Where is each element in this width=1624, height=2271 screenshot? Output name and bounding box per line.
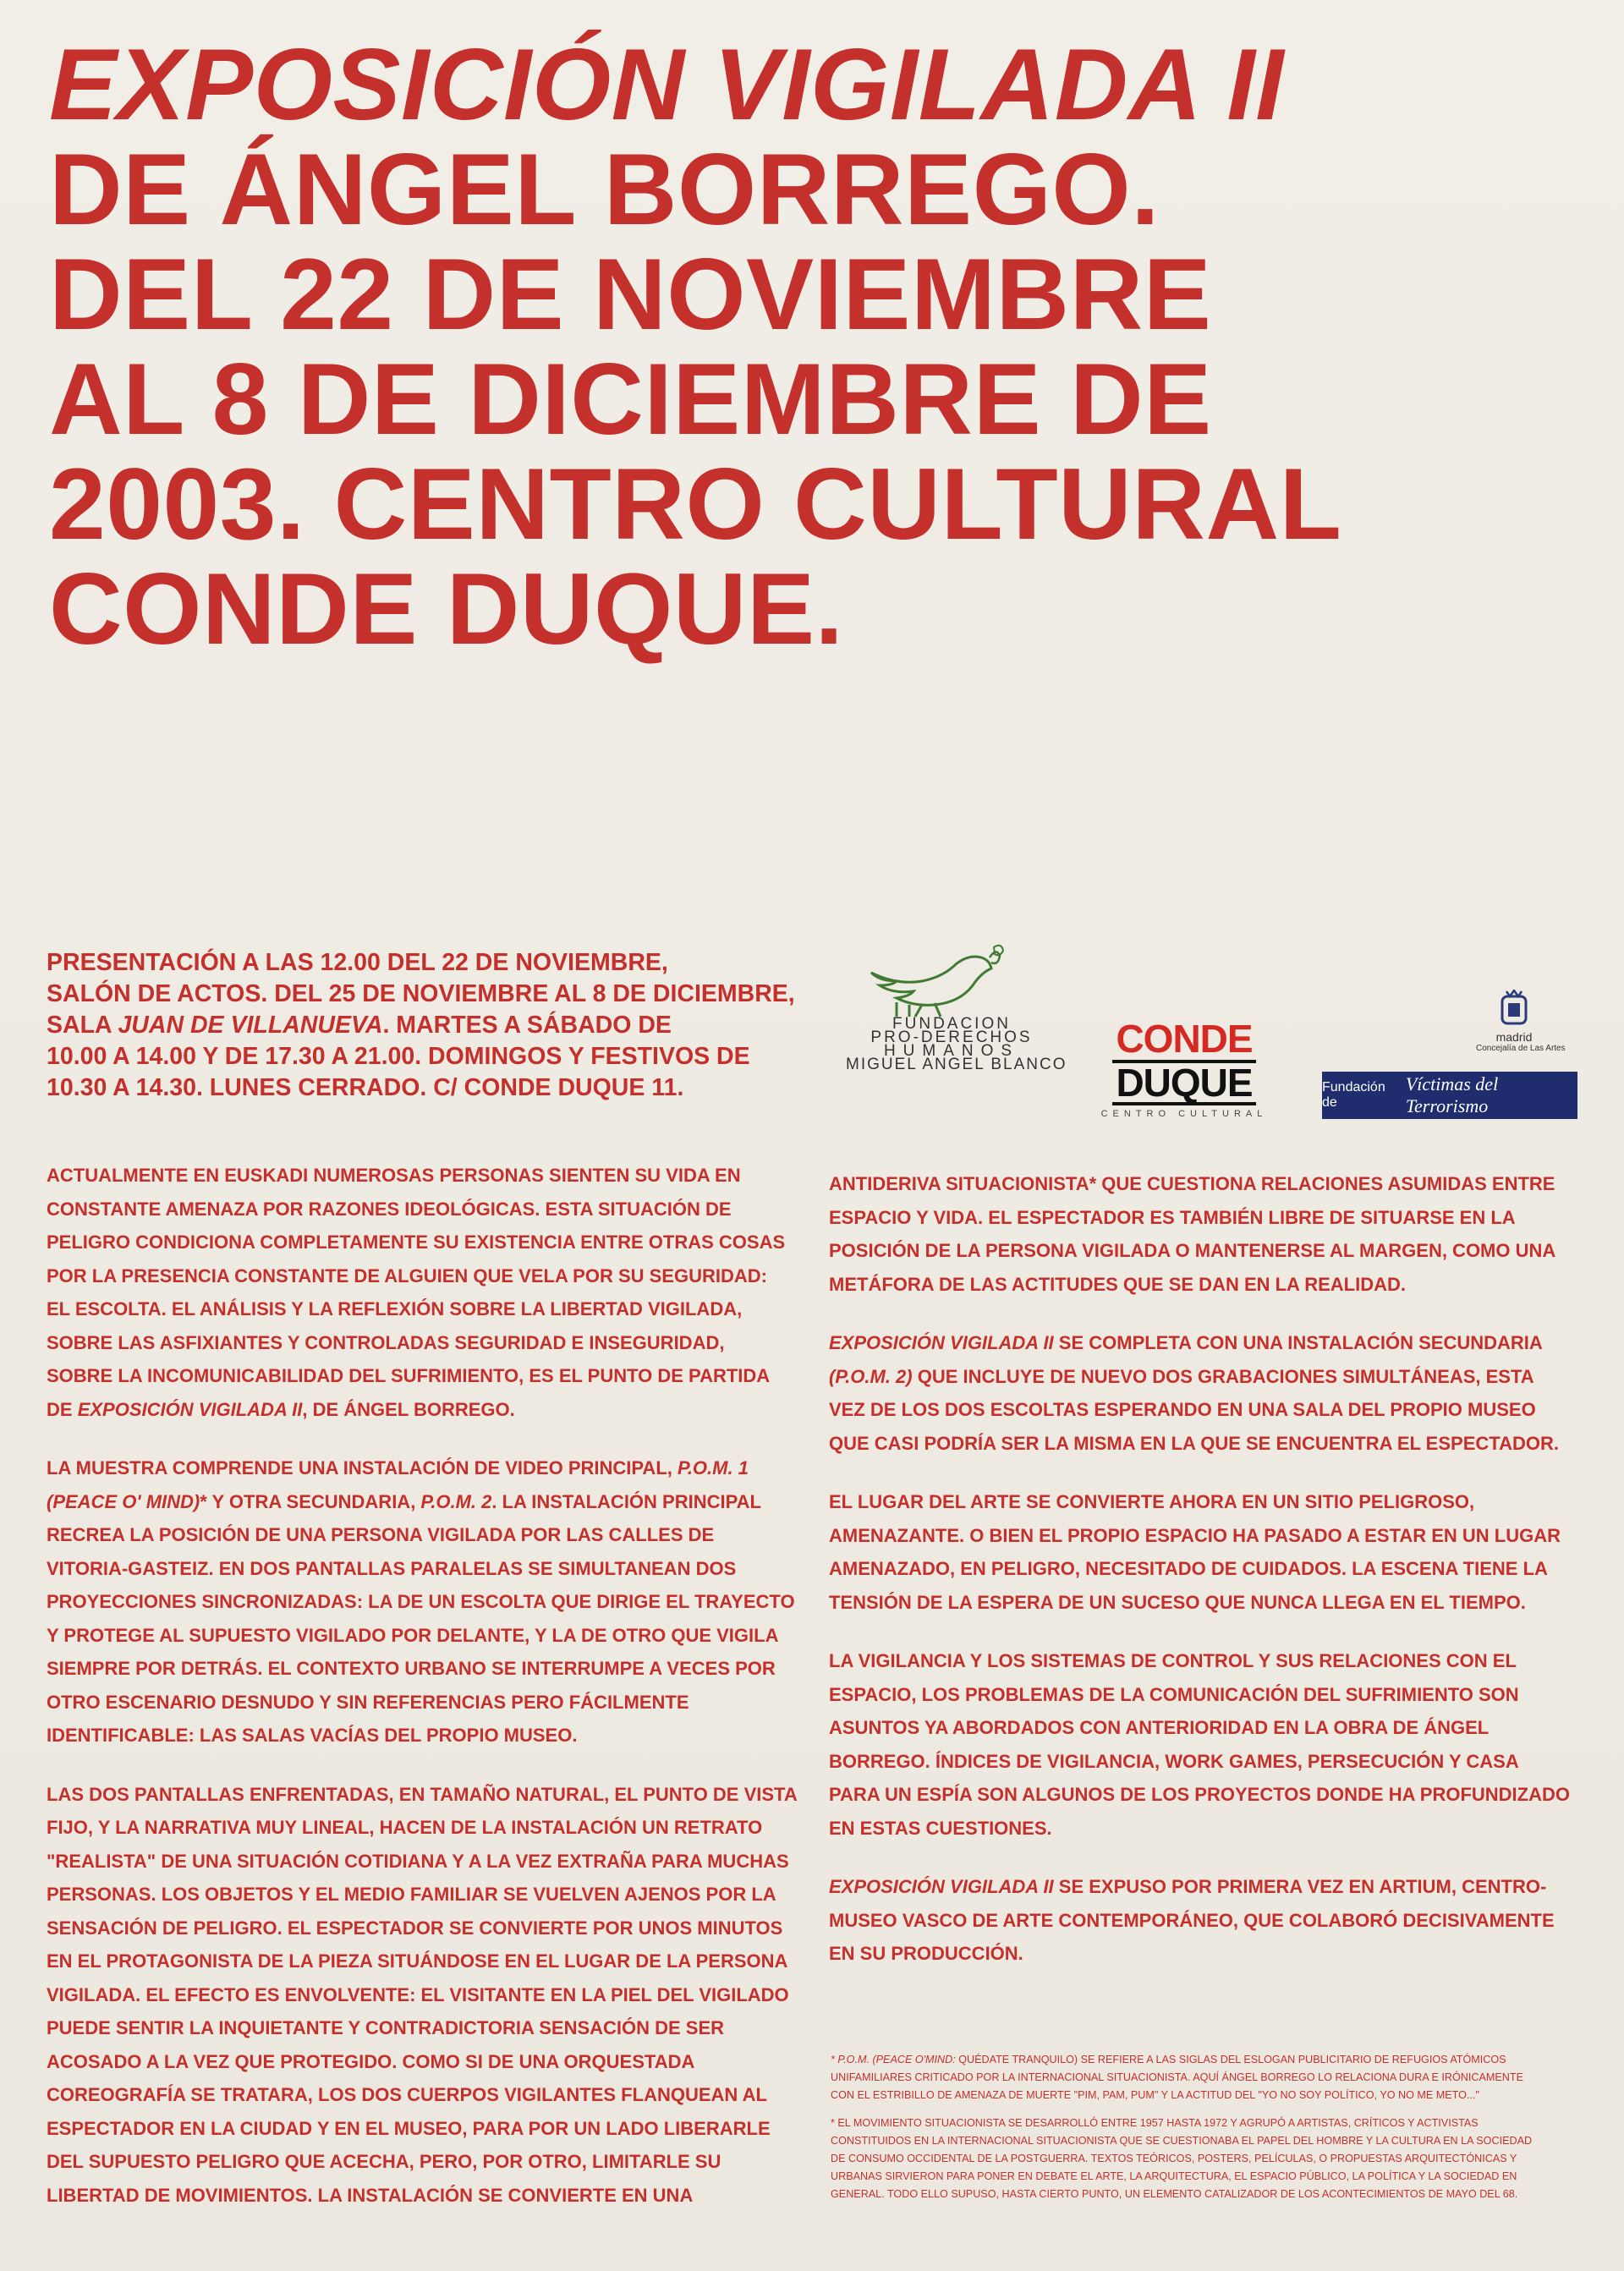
paragraph bbox=[829, 1167, 1573, 1301]
title-line-6: CONDE DUQUE. bbox=[49, 552, 844, 666]
paragraph bbox=[47, 1451, 795, 1753]
text-fragment: LA MUESTRA COMPRENDE UNA INSTALACIÓN DE VIDEO PRINCIPAL, bbox=[47, 1457, 678, 1478]
text-line: ACOSADO A LA VEZ QUE PROTEGIDO. COMO SI DE UNA ORQUESTADA bbox=[47, 2050, 695, 2072]
text-line: SENSACIÓN DE PELIGRO. EL ESPECTADOR SE CONVIERTE POR UNOS MINUTOS bbox=[47, 1917, 783, 1939]
text-line: ACTUALMENTE EN EUSKADI NUMEROSAS PERSONAS SIENTEN SU VIDA EN bbox=[47, 1165, 741, 1186]
footnote-line: * EL MOVIMIENTO SITUACIONISTA SE DESARROLLÓ ENTRE 1957 HASTA 1972 Y AGRUPÓ A ARTISTAS, CRÍTICOS Y ACTIVISTAS bbox=[831, 2117, 1479, 2129]
schedule-line: PRESENTACIÓN A LAS 12.00 DEL 22 DE NOVIEMBRE, bbox=[47, 949, 668, 976]
text-line: MUSEO VASCO DE ARTE CONTEMPORÁNEO, QUE COLABORÓ DECISIVAMENTE bbox=[829, 1909, 1555, 1931]
schedule-line: 10.30 A 14.30. LUNES CERRADO. C/ CONDE DUQUE 11. bbox=[47, 1074, 684, 1101]
text-line: DEL SUPUESTO PELIGRO QUE ACECHA, PERO, POR OTRO, LIMITARLE SU bbox=[47, 2151, 721, 2172]
text-line: TENSIÓN DE LA ESPERA DE UN SUCESO QUE NUNCA LLEGA EN EL TIEMPO. bbox=[829, 1591, 1526, 1613]
schedule-line bbox=[47, 1010, 808, 1041]
coat-of-arms-icon bbox=[1500, 990, 1528, 1027]
footnote-line: CON EL ESTRIBILLO DE AMENAZA DE MUERTE "PIM, PAM, PUM" Y LA ACTITUD DEL "YO NO SOY POLÍTICO, YO NO ME METO..." bbox=[831, 2089, 1479, 2101]
text-line: EL ESCOLTA. EL ANÁLISIS Y LA REFLEXIÓN SOBRE LA LIBERTAD VIGILADA, bbox=[47, 1298, 743, 1319]
text-line: POR LA PRESENCIA CONSTANTE DE ALGUIEN QUE VELA POR SU SEGURIDAD: bbox=[47, 1264, 767, 1286]
text-line: PARA UN ESPÍA SON ALGUNOS DE LOS PROYECTOS DONDE HA PROFUNDIZADO bbox=[829, 1784, 1570, 1805]
text-line: PUEDE SENTIR LA INQUIETANTE Y CONTRADICTORIA SENSACIÓN DE SER bbox=[47, 2017, 725, 2038]
text-line: SOBRE LAS ASFIXIANTES Y CONTROLADAS SEGURIDAD E INSEGURIDAD, bbox=[47, 1331, 725, 1353]
footnote-line: URBANAS SIRVIERON PARA PONER EN DEBATE EL ARTE, LA ARQUITECTURA, EL ESPACIO PÚBLICO, LA POLÍTICA Y LA SOCIEDAD EN bbox=[831, 2170, 1517, 2182]
title-line-1: EXPOSICIÓN VIGILADA II bbox=[49, 28, 1285, 141]
text-line bbox=[829, 1326, 1573, 1360]
footnote-term: * P.O.M. (PEACE O'MIND: bbox=[831, 2054, 959, 2065]
text-line: COREOGRAFÍA SE TRATARA, LOS DOS CUERPOS VIGILANTES FLANQUEAN AL bbox=[47, 2084, 767, 2105]
schedule-text: . MARTES A SÁBADO DE bbox=[382, 1012, 672, 1039]
fundacion-line: PRO-DERECHOS bbox=[870, 1029, 1033, 1046]
text-line: BORREGO. ÍNDICES DE VIGILANCIA, WORK GAMES, PERSECUCIÓN Y CASA bbox=[829, 1750, 1519, 1772]
paragraph bbox=[829, 1485, 1573, 1619]
madrid-sublabel: Concejalía de Las Artes bbox=[1476, 1044, 1566, 1053]
conde-duque-word-2: DUQUE bbox=[1112, 1060, 1255, 1105]
text-line bbox=[47, 1393, 791, 1427]
conde-duque-logo bbox=[1100, 1019, 1269, 1119]
body-column-right bbox=[829, 1167, 1573, 1971]
text-line: RECREA LA POSICIÓN DE UNA PERSONA VIGILADA POR LAS CALLES DE bbox=[47, 1524, 715, 1545]
work-title: EXPOSICIÓN VIGILADA II bbox=[77, 1398, 303, 1420]
text-line: AMENAZADO, EN PELIGRO, NECESITADO DE CUIDADOS. LA ESCENA TIENE LA bbox=[829, 1558, 1548, 1579]
text-fragment: SE COMPLETA CON UNA INSTALACIÓN SECUNDARIA bbox=[1053, 1332, 1543, 1353]
fundacion-line: FUNDACION bbox=[892, 1015, 1011, 1033]
work-title: EXPOSICIÓN VIGILADA II bbox=[829, 1876, 1054, 1897]
footnote bbox=[831, 2051, 1583, 2104]
text-line bbox=[829, 1360, 1573, 1394]
text-line: OTRO ESCENARIO DESNUDO Y SIN REFERENCIAS PERO FÁCILMENTE bbox=[47, 1691, 689, 1713]
text-line: VITORIA-GASTEIZ. EN DOS PANTALLAS PARALELAS SE SIMULTANEAN DOS bbox=[47, 1557, 737, 1579]
text-line: VIGILADA. EL EFECTO ES ENVOLVENTE: EL VISITANTE EN LA PIEL DEL VIGILADO bbox=[47, 1983, 789, 2005]
text-line: Y PROTEGE AL SUPUESTO VIGILADO POR DELANTE, Y LA DE OTRO QUE VIGILA bbox=[47, 1624, 779, 1646]
text-fragment: DE bbox=[47, 1398, 78, 1420]
footnote-line bbox=[831, 2051, 1583, 2069]
text-line: ASUNTOS YA ABORDADOS CON ANTERIORIDAD EN LA OBRA DE ÁNGEL bbox=[829, 1717, 1490, 1738]
paragraph bbox=[829, 1326, 1573, 1460]
text-line: PROYECCIONES SINCRONIZADAS: LA DE UN ESCOLTA QUE DIRIGE EL TRAYECTO bbox=[47, 1591, 795, 1612]
body-column-left bbox=[47, 1159, 798, 2212]
text-line: POSICIÓN DE LA PERSONA VIGILADA O MANTENERSE AL MARGEN, COMO UNA bbox=[829, 1240, 1556, 1261]
text-line: ESPACIO Y VIDA. EL ESPECTADOR ES TAMBIÉN LIBRE DE SITUARSE EN LA bbox=[829, 1206, 1516, 1228]
schedule-text: SALA bbox=[47, 1012, 118, 1039]
schedule-line: 10.00 A 14.00 Y DE 17.30 A 21.00. DOMINGOS Y FESTIVOS DE bbox=[47, 1043, 750, 1070]
footnotes bbox=[831, 2051, 1583, 2213]
schedule-info bbox=[47, 947, 808, 1104]
text-line: CONSTANTE AMENAZA POR RAZONES IDEOLÓGICAS. ESTA SITUACIÓN DE bbox=[47, 1198, 732, 1220]
fundacion-logo bbox=[846, 939, 1067, 1116]
text-fragment: , DE ÁNGEL BORREGO. bbox=[302, 1398, 515, 1420]
footnote-text: QUÉDATE TRANQUILO) SE REFIERE A LAS SIGLAS DEL ESLOGAN PUBLICITARIO DE REFUGIOS ATÓMICOS bbox=[958, 2054, 1506, 2065]
text-fragment: . LA INSTALACIÓN PRINCIPAL bbox=[491, 1490, 761, 1512]
footnote-line: GENERAL. TODO ELLO SUPUSO, HASTA CIERTO PUNTO, UN ELEMENTO CATALIZADOR DE LOS ACONTECIMIENTOS DE MAYO DEL 68. bbox=[831, 2188, 1518, 2200]
text-line: LA VIGILANCIA Y LOS SISTEMAS DE CONTROL Y SUS RELACIONES CON EL bbox=[829, 1650, 1517, 1671]
madrid-logo bbox=[1476, 990, 1566, 1054]
paragraph bbox=[47, 1159, 791, 1426]
text-line: EL LUGAR DEL ARTE SE CONVIERTE AHORA EN UN SITIO PELIGROSO, bbox=[829, 1491, 1475, 1512]
text-line: FIJO, Y LA NARRATIVA MUY LINEAL, HACEN DE LA INSTALACIÓN UN RETRATO bbox=[47, 1817, 763, 1838]
footnote-line: CONSTITUIDOS EN LA INTERNACIONAL SITUACIONISTA QUE SE CUESTIONABA EL PAPEL DEL HOMBRE Y LA CULTURA EN LA SOCIEDAD bbox=[831, 2135, 1533, 2147]
text-line: PERSONAS. LOS OBJETOS Y EL MEDIO FAMILIAR SE VUELVEN AJENOS POR LA bbox=[47, 1884, 776, 1905]
text-line: EN ESTAS CUESTIONES. bbox=[829, 1817, 1052, 1839]
text-line: VEZ DE LOS DOS ESCOLTAS ESPERANDO EN UNA SALA DEL PROPIO MUSEO bbox=[829, 1399, 1536, 1420]
title-line-2: DE ÁNGEL BORREGO. bbox=[49, 133, 1160, 246]
footnote bbox=[831, 2115, 1583, 2203]
text-fragment: QUE INCLUYE DE NUEVO DOS GRABACIONES SIMULTÁNEAS, ESTA bbox=[912, 1365, 1534, 1387]
dove-icon bbox=[863, 939, 1040, 1019]
work-title: P.O.M. 2 bbox=[420, 1490, 492, 1512]
text-line: EN EL PROTAGONISTA DE LA PIEZA SITUÁNDOSE EN EL LUGAR DE LA PERSONA bbox=[47, 1950, 788, 1972]
text-line: EN SU PRODUCCIÓN. bbox=[829, 1943, 1023, 1964]
text-line: AMENAZANTE. O BIEN EL PROPIO ESPACIO HA PASADO A ESTAR EN UN LUGAR bbox=[829, 1524, 1561, 1546]
text-line: ESPACIO, LOS PROBLEMAS DE LA COMUNICACIÓN DEL SUFRIMIENTO SON bbox=[829, 1683, 1519, 1705]
text-line: LIBERTAD DE MOVIMIENTOS. LA INSTALACIÓN SE CONVIERTE EN UNA bbox=[47, 2184, 694, 2206]
text-line: "REALISTA" DE UNA SITUACIÓN COTIDIANA Y A LA VEZ EXTRAÑA PARA MUCHAS bbox=[47, 1850, 789, 1872]
text-fragment: * Y OTRA SECUNDARIA, bbox=[200, 1490, 421, 1512]
text-line: SOBRE LA INCOMUNICABILIDAD DEL SUFRIMIENTO, ES EL PUNTO DE PARTIDA bbox=[47, 1365, 771, 1386]
footnote-line: DE CONSUMO OCCIDENTAL DE LA POSTGUERRA. TEXTOS TEÓRICOS, POSTERS, PELÍCULAS, O PROPUESTAS ARQUITECTÓNICAS Y bbox=[831, 2153, 1517, 2164]
paragraph bbox=[829, 1870, 1573, 1971]
paragraph bbox=[47, 1778, 798, 2213]
poster-title bbox=[49, 28, 1588, 666]
schedule-line: SALÓN DE ACTOS. DEL 25 DE NOVIEMBRE AL 8 DE DICIEMBRE, bbox=[47, 980, 795, 1007]
text-fragment: SE EXPUSO POR PRIMERA VEZ EN ARTIUM, CENTRO- bbox=[1053, 1876, 1547, 1897]
victimas-name: Víctimas del Terrorismo bbox=[1405, 1073, 1499, 1116]
title-line-4: AL 8 DE DICIEMBRE DE bbox=[49, 343, 1212, 456]
work-title: P.O.M. 1 bbox=[677, 1457, 749, 1478]
work-title: (PEACE O' MIND) bbox=[47, 1490, 200, 1512]
fundacion-line: HUMANOS bbox=[883, 1042, 1020, 1060]
text-line: LAS DOS PANTALLAS ENFRENTADAS, EN TAMAÑO NATURAL, EL PUNTO DE VISTA bbox=[47, 1783, 798, 1805]
victimas-logo bbox=[1322, 1072, 1577, 1119]
text-line: IDENTIFICABLE: LAS SALAS VACÍAS DEL PROPIO MUSEO. bbox=[47, 1725, 578, 1746]
text-line: QUE CASI PODRÍA SER LA MISMA EN LA QUE SE ENCUENTRA EL ESPECTADOR. bbox=[829, 1432, 1559, 1454]
fundacion-line: MIGUEL ANGEL BLANCO bbox=[846, 1056, 1067, 1073]
text-line bbox=[47, 1485, 791, 1519]
paragraph bbox=[829, 1644, 1573, 1845]
title-line-3: DEL 22 DE NOVIEMBRE bbox=[49, 238, 1212, 351]
text-line bbox=[829, 1870, 1573, 1904]
text-line bbox=[47, 1451, 791, 1485]
text-line: ESPECTADOR EN LA CIUDAD Y EN EL MUSEO, PARA POR UN LADO LIBERARLE bbox=[47, 2117, 771, 2139]
conde-duque-subtitle: CENTRO CULTURAL bbox=[1100, 1109, 1268, 1119]
text-line: ANTIDERIVA SITUACIONISTA* QUE CUESTIONA RELACIONES ASUMIDAS ENTRE bbox=[829, 1173, 1555, 1194]
text-line: PELIGRO CONDICIONA COMPLETAMENTE SU EXISTENCIA ENTRE OTRAS COSAS bbox=[47, 1231, 786, 1253]
text-line: METÁFORA DE LAS ACTITUDES QUE SE DAN EN LA REALIDAD. bbox=[829, 1273, 1407, 1295]
work-title: (P.O.M. 2) bbox=[829, 1365, 913, 1387]
madrid-label: madrid bbox=[1495, 1030, 1533, 1044]
victimas-prefix: Fundación de bbox=[1322, 1080, 1385, 1110]
footnote-line: UNIFAMILIARES CRITICADO POR LA INTERNACIONAL SITUACIONISTA. AQUÍ ÁNGEL BORREGO LO RELACIONA DURA E IRÓNICAMENTE bbox=[831, 2071, 1523, 2083]
conde-duque-word-1: CONDE bbox=[1116, 1017, 1253, 1061]
work-title: EXPOSICIÓN VIGILADA II bbox=[829, 1332, 1054, 1353]
title-line-5: 2003. CENTRO CULTURAL bbox=[49, 447, 1342, 561]
venue-name: JUAN DE VILLANUEVA bbox=[118, 1012, 383, 1039]
text-line: SIEMPRE POR DETRÁS. EL CONTEXTO URBANO SE INTERRUMPE A VECES POR bbox=[47, 1658, 776, 1679]
